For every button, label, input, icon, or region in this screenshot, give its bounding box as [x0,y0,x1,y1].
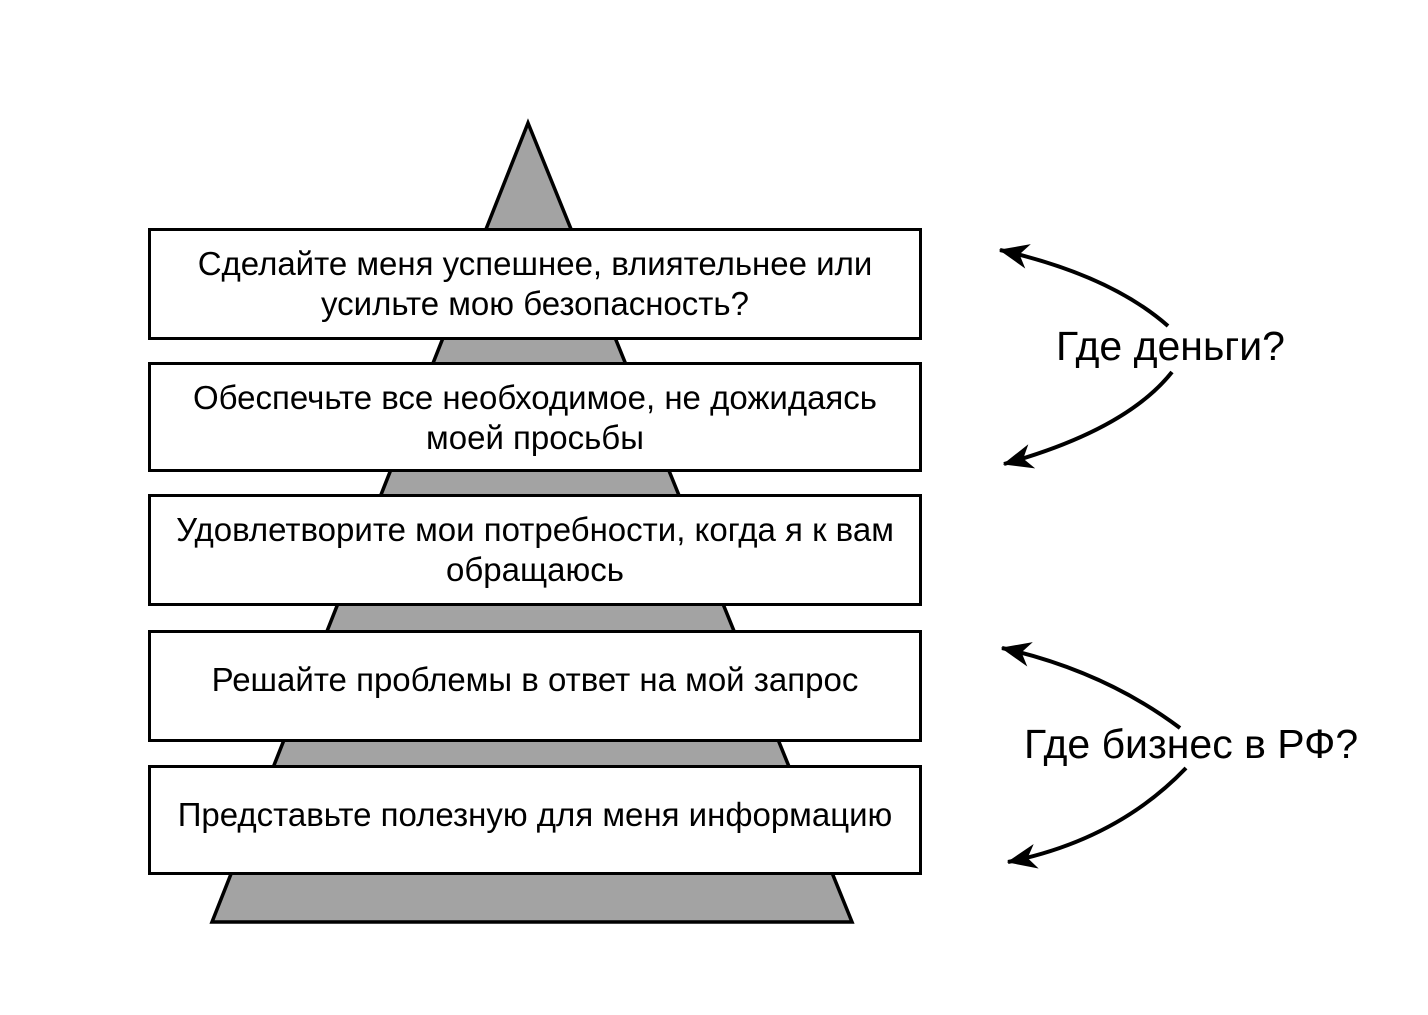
money-question-label: Где деньги? [1056,323,1285,369]
pyramid-level-3-box [148,494,922,606]
pyramid-level-5-text-line1: Представьте полезную для меня информацию [177,796,893,833]
pyramid-level-2-text-line2: моей просьбы [426,419,644,456]
money-arrow-down-icon [1004,372,1172,464]
pyramid-level-2-box [148,362,922,472]
business-arrow-up-icon [1002,648,1180,728]
pyramid-level-4-text-line1: Решайте проблемы в ответ на мой запрос [211,661,859,698]
pyramid-level-1-box [148,228,922,340]
pyramid-level-5-box [148,765,922,875]
pyramid-level-4-box [148,630,922,742]
pyramid-level-2-text-line1: Обеспечьте все необходимое, не дожидаясь [192,379,877,416]
business-question-label: Где бизнес в РФ? [1024,721,1359,767]
money-arrow-up-icon [1000,250,1168,326]
pyramid-level-1-text-line1: Сделайте меня успешнее, влиятельнее или [197,245,873,282]
pyramid-level-3-text-line1: Удовлетворите мои потребности, когда я к вам [176,511,894,548]
pyramid-level-1-text-line2: усильте мою безопасность? [321,285,749,322]
pyramid-level-3-text-line2: обращаюсь [446,551,624,588]
business-arrow-down-icon [1008,768,1186,862]
